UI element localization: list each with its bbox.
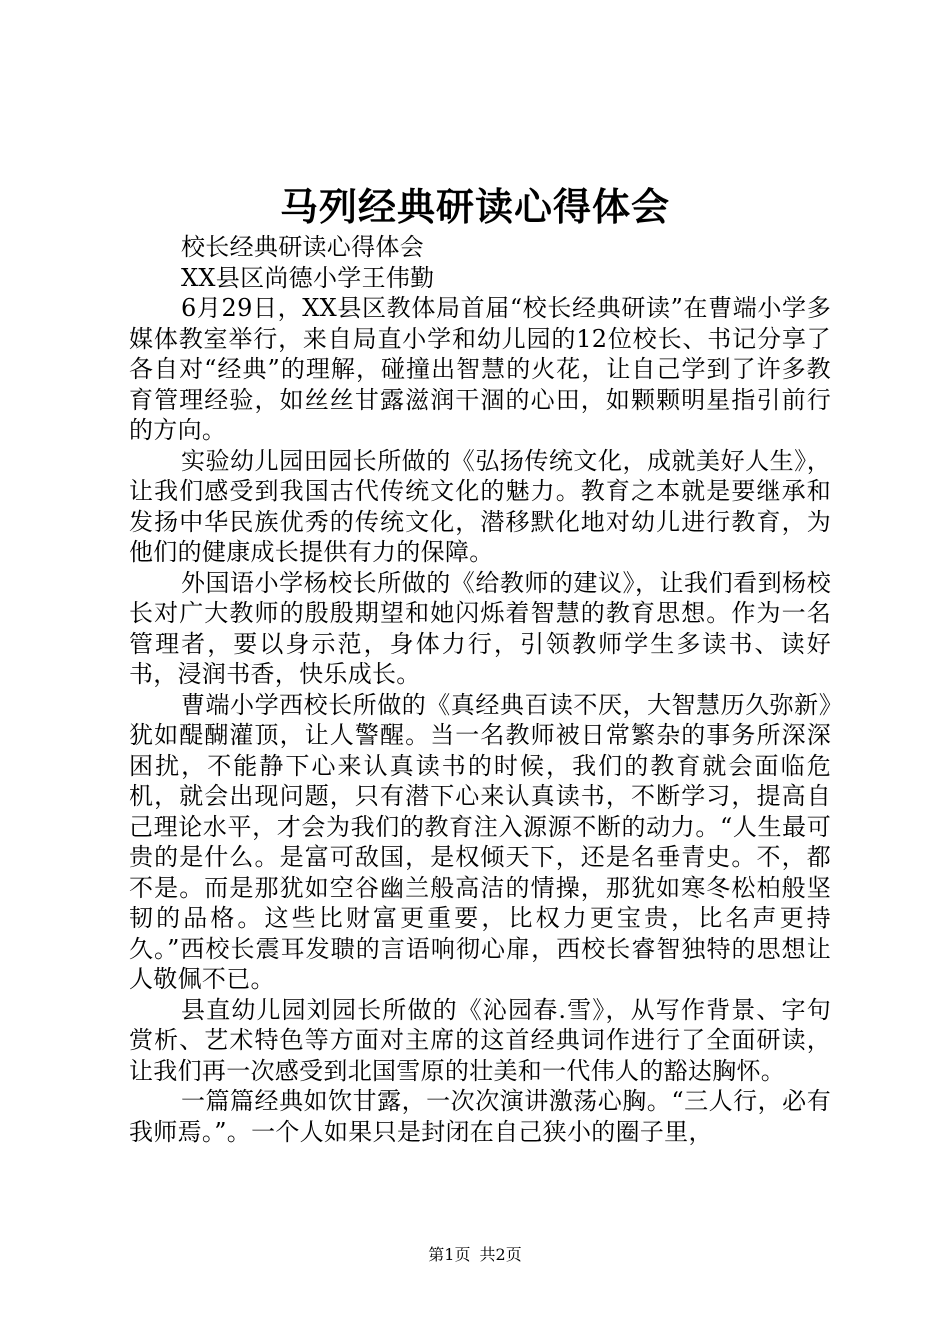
page-footer (0, 1244, 950, 1266)
page-number: 第1页 (428, 1245, 471, 1264)
author-line: XX县区尚德小学王伟勤 (181, 263, 435, 292)
body-paragraph: 曹端小学西校长所做的《真经典百读不厌，大智慧历久弥新》犹如醍醐灌顶，让人警醒。当一名教师被日常繁杂的事务所深深困扰，不能静下心来认真读书的时候，我们的教育就会面临危机，就会出现问题，只有潜下心来认真读书，不断学习，提高自己理论水平，才会为我们的教育注入源源不断的动力。“人生最可贵的是什么。是富可敌国，是权倾天下，还是名垂青史。不，都不是。而是那犹如空谷幽兰般高洁的情操，那犹如寒冬松柏般坚韧的品格。这些比财富更重要，比权力更宝贵，比名声更持久。”西校长震耳发聩的言语响彻心扉，西校长睿智独特的思想让人敬佩不已。 (129, 690, 831, 993)
document-title: 马列经典研读心得体会 (279, 184, 670, 229)
document-body (129, 232, 831, 1147)
body-paragraph: 实验幼儿园田园长所做的《弘扬传统文化，成就美好人生》，让我们感受到我国古代传统文化的魅力。教育之本就是要继承和发扬中华民族优秀的传统文化，潜移默化地对幼儿进行教育，为他们的健康成长提供有力的保障。 (129, 446, 831, 566)
body-paragraph: 县直幼儿园刘园长所做的《沁园春.雪》，从写作背景、字句赏析、艺术特色等方面对主席的这首经典词作进行了全面研读，让我们再一次感受到北国雪原的壮美和一代伟人的豁达胸怀。 (129, 995, 831, 1085)
subtitle-line: 校长经典研读心得体会 (181, 233, 424, 261)
body-paragraph: 一篇篇经典如饮甘露，一次次演讲激荡心胸。“三人行，必有我师焉。”。一个人如果只是封闭在自己狭小的圈子里， (129, 1087, 831, 1146)
page-total: 共2页 (479, 1245, 522, 1264)
body-paragraph: 6月29日，XX县区教体局首届“校长经典研读”在曹端小学多媒体教室举行，来自局直小学和幼儿园的12位校长、书记分享了各自对“经典”的理解，碰撞出智慧的火花，让自己学到了许多教育管理经验，如丝丝甘露滋润干涸的心田，如颗颗明星指引前行的方向。 (129, 294, 831, 444)
body-paragraph: 外国语小学杨校长所做的《给教师的建议》，让我们看到杨校长对广大教师的殷殷期望和她闪烁着智慧的教育思想。作为一名管理者，要以身示范，身体力行，引领教师学生多读书、读好书，浸润书香，快乐成长。 (129, 568, 831, 688)
